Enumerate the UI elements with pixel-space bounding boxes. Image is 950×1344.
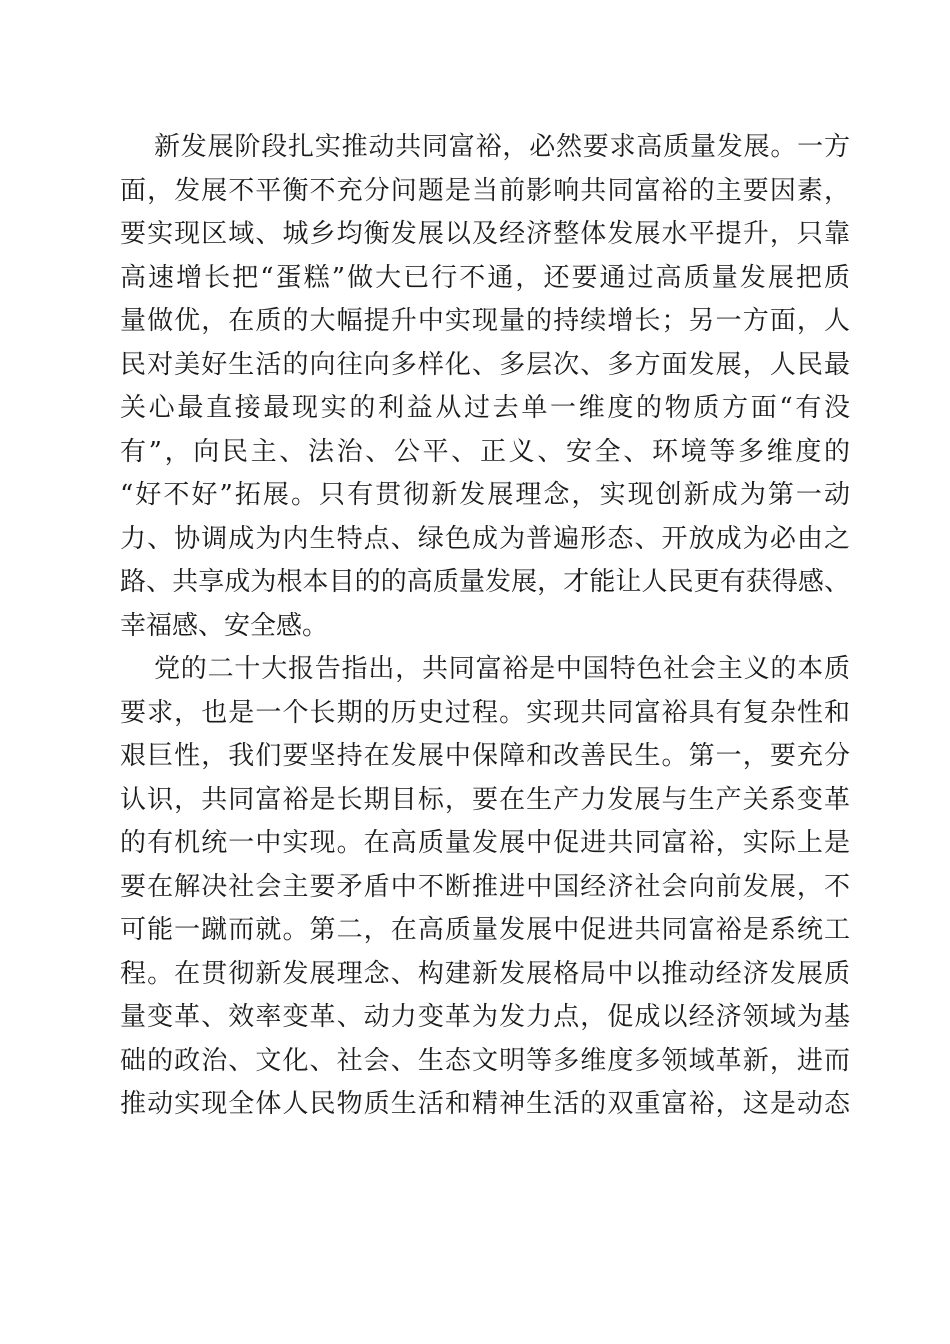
paragraph-line: 要在解决社会主要矛盾中不断推进中国经济社会向前发展，不 [120,871,850,902]
paragraph-line: 路、共享成为根本目的的高质量发展，才能让人民更有获得感、 [120,567,850,597]
paragraph-line: 艰巨性，我们要坚持在发展中保障和改善民生。第一，要充分 [120,741,850,771]
paragraph-line: 力、协调成为内生特点、绿色成为普遍形态、开放成为必由之 [120,523,850,554]
paragraph-line: 量做优，在质的大幅提升中实现量的持续增长；另一方面，人 [120,306,850,336]
paragraph-line: 幸福感、安全感。 [120,610,329,641]
paragraph-line: 程。在贯彻新发展理念、构建新发展格局中以推动经济发展质 [120,958,850,989]
paragraph-line: “好不好”拓展。只有贯彻新发展理念，实现创新成为第一动 [120,480,850,510]
paragraph-1 [120,126,850,648]
paragraph-line: 有”，向民主、法治、公平、正义、安全、环境等多维度的 [120,436,850,467]
paragraph-line: 要求，也是一个长期的历史过程。实现共同富裕具有复杂性和 [120,697,850,728]
paragraph-line: 量变革、效率变革、动力变革为发力点，促成以经济领域为基 [120,1002,850,1032]
paragraph-line: 要实现区域、城乡均衡发展以及经济整体发展水平提升，只靠 [120,219,850,249]
paragraph-line: 民对美好生活的向往向多样化、多层次、多方面发展，人民最 [120,349,850,380]
paragraph-line: 的有机统一中实现。在高质量发展中促进共同富裕，实际上是 [120,828,850,858]
paragraph-line: 础的政治、文化、社会、生态文明等多维度多领域革新，进而 [120,1045,850,1076]
document-body [120,126,850,1127]
paragraph-line: 认识，共同富裕是长期目标，要在生产力发展与生产关系变革 [120,784,850,815]
paragraph-line: 党的二十大报告指出，共同富裕是中国特色社会主义的本质 [154,654,850,684]
paragraph-line: 新发展阶段扎实推动共同富裕，必然要求高质量发展。一方 [154,132,850,162]
paragraph-line: 可能一蹴而就。第二，在高质量发展中促进共同富裕是系统工 [120,915,850,945]
paragraph-line: 面，发展不平衡不充分问题是当前影响共同富裕的主要因素， [120,175,850,206]
paragraph-2 [120,648,850,1127]
paragraph-line: 高速增长把“蛋糕”做大已行不通，还要通过高质量发展把质 [120,262,850,293]
paragraph-line: 关心最直接最现实的利益从过去单一维度的物质方面“有没 [120,393,850,423]
paragraph-line: 推动实现全体人民物质生活和精神生活的双重富裕，这是动态 [120,1089,850,1119]
